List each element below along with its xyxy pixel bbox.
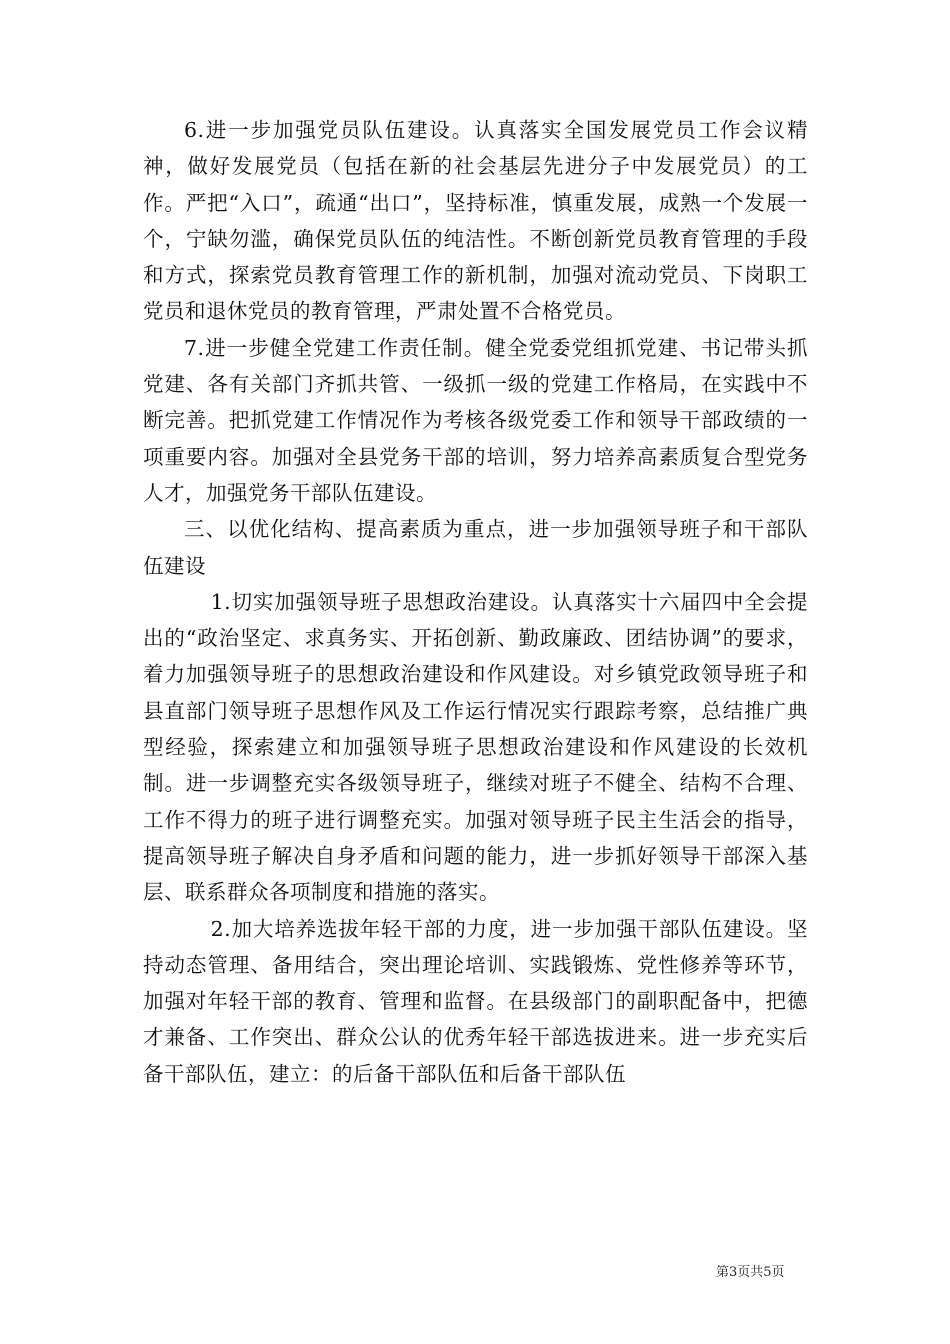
document-body xyxy=(143,112,808,1092)
page-number-footer: 第3页共5页 xyxy=(716,1265,785,1280)
paragraph-sub-2: 2.加大培养选拔年轻干部的力度，进一步加强干部队伍建设。坚持动态管理、备用结合，突出理论培训、实践锻炼、党性修养等环节，加强对年轻干部的教育、管理和监督。在县级部门的副职配备中，把德才兼备、工作突出、群众公认的优秀年轻干部选拔进来。进一步充实后备干部队伍，建立：的后备干部队伍和后备干部队伍 xyxy=(143,916,808,1086)
paragraph-sub-1: 1.切实加强领导班子思想政治建设。认真落实十六届四中全会提出的“政治坚定、求真务实、开拓创新、勤政廉政、团结协调”的要求，着力加强领导班子的思想政治建设和作风建设。对乡镇党政领导班子和县直部门领导班子思想作风及工作运行情况实行跟踪考察，总结推广典型经验，探索建立和加强领导班子思想政治建设和作风建设的长效机制。进一步调整充实各级领导班子，继续对班子不健全、结构不合理、工作不得力的班子进行调整充实。加强对领导班子民主生活会的指导，提高领导班子解决自身矛盾和问题的能力，进一步抓好领导干部深入基层、联系群众各项制度和措施的落实。 xyxy=(143,589,808,905)
section-heading-3: 三、以优化结构、提高素质为重点，进一步加强领导班子和干部队伍建设 xyxy=(143,517,808,578)
paragraph-item-7: 7.进一步健全党建工作责任制。健全党委党组抓党建、书记带头抓党建、各有关部门齐抓共管、一级抓一级的党建工作格局，在实践中不断完善。把抓党建工作情况作为考核各级党委工作和领导干部政绩的一项重要内容。加强对全县党务干部的培训，努力培养高素质复合型党务人才，加强党务干部队伍建设。 xyxy=(143,335,808,505)
paragraph-item-6: 6.进一步加强党员队伍建设。认真落实全国发展党员工作会议精神，做好发展党员（包括在新的社会基层先进分子中发展党员）的工作。严把“入口”，疏通“出口”，坚持标准，慎重发展，成熟一个发展一个，宁缺勿滥，确保党员队伍的纯洁性。不断创新党员教育管理的手段和方式，探索党员教育管理工作的新机制，加强对流动党员、下岗职工党员和退休党员的教育管理，严肃处置不合格党员。 xyxy=(143,118,808,324)
